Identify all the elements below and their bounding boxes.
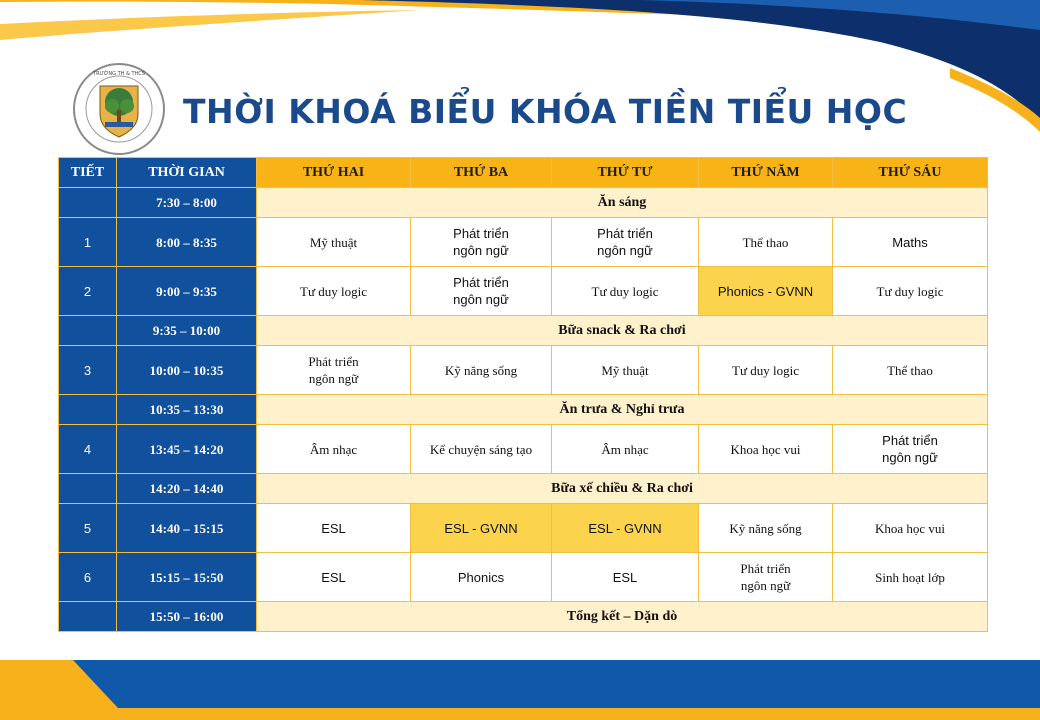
header-period: TIẾT	[59, 158, 117, 188]
lesson-cell: Phát triển ngôn ngữ	[257, 346, 411, 395]
period-cell	[59, 188, 117, 218]
lesson-cell: Phát triển ngôn ngữ	[699, 553, 833, 602]
break-row	[59, 474, 988, 504]
time-cell: 14:40 – 15:15	[117, 504, 257, 553]
lesson-row	[59, 553, 988, 602]
lesson-cell: ESL	[257, 504, 411, 553]
break-row	[59, 602, 988, 632]
lesson-cell-highlighted: ESL - GVNN	[411, 504, 552, 553]
time-cell: 14:20 – 14:40	[117, 474, 257, 504]
lesson-cell: Phát triển ngôn ngữ	[833, 425, 988, 474]
lesson-cell-highlighted: Phonics - GVNN	[699, 267, 833, 316]
timetable	[58, 157, 988, 632]
time-cell: 10:00 – 10:35	[117, 346, 257, 395]
header-thursday: THỨ NĂM	[699, 158, 833, 188]
lesson-cell: ESL	[257, 553, 411, 602]
lesson-cell: Phát triển ngôn ngữ	[411, 267, 552, 316]
school-crest-logo	[72, 62, 166, 156]
lesson-row	[59, 346, 988, 395]
time-cell: 15:50 – 16:00	[117, 602, 257, 632]
break-label: Ăn trưa & Nghỉ trưa	[257, 395, 988, 425]
lesson-cell: Kỹ năng sống	[411, 346, 552, 395]
period-cell	[59, 316, 117, 346]
lesson-row	[59, 425, 988, 474]
lesson-cell: Phonics	[411, 553, 552, 602]
lesson-cell: Kể chuyện sáng tạo	[411, 425, 552, 474]
period-cell	[59, 474, 117, 504]
lesson-cell: Thể thao	[699, 218, 833, 267]
lesson-cell: Sinh hoạt lớp	[833, 553, 988, 602]
lesson-cell: Tư duy logic	[699, 346, 833, 395]
time-cell: 10:35 – 13:30	[117, 395, 257, 425]
lesson-cell: Khoa học vui	[699, 425, 833, 474]
period-cell: 1	[59, 218, 117, 267]
lesson-cell: Mỹ thuật	[552, 346, 699, 395]
header-friday: THỨ SÁU	[833, 158, 988, 188]
time-cell: 9:00 – 9:35	[117, 267, 257, 316]
header-monday: THỨ HAI	[257, 158, 411, 188]
lesson-cell: Tư duy logic	[257, 267, 411, 316]
header-wednesday: THỨ TƯ	[552, 158, 699, 188]
break-row	[59, 188, 988, 218]
break-label: Bữa snack & Ra chơi	[257, 316, 988, 346]
time-cell: 8:00 – 8:35	[117, 218, 257, 267]
lesson-cell: Khoa học vui	[833, 504, 988, 553]
lesson-cell: Maths	[833, 218, 988, 267]
period-cell	[59, 602, 117, 632]
header-row	[59, 158, 988, 188]
period-cell: 4	[59, 425, 117, 474]
period-cell: 3	[59, 346, 117, 395]
lesson-row	[59, 218, 988, 267]
lesson-cell: ESL	[552, 553, 699, 602]
lesson-cell: Mỹ thuật	[257, 218, 411, 267]
lesson-cell: Tư duy logic	[833, 267, 988, 316]
lesson-row	[59, 504, 988, 553]
break-row	[59, 395, 988, 425]
period-cell	[59, 395, 117, 425]
header-time: THỜI GIAN	[117, 158, 257, 188]
time-cell: 7:30 – 8:00	[117, 188, 257, 218]
period-cell: 2	[59, 267, 117, 316]
header-tuesday: THỨ BA	[411, 158, 552, 188]
period-cell: 6	[59, 553, 117, 602]
lesson-cell: Âm nhạc	[552, 425, 699, 474]
svg-text:TRƯỜNG TH & THCS: TRƯỜNG TH & THCS	[93, 71, 145, 77]
lesson-cell: Kỹ năng sống	[699, 504, 833, 553]
lesson-cell: Âm nhạc	[257, 425, 411, 474]
time-cell: 15:15 – 15:50	[117, 553, 257, 602]
lesson-cell: Thể thao	[833, 346, 988, 395]
page-title: THỜI KHOÁ BIỂU KHÓA TIỀN TIỂU HỌC	[183, 92, 908, 131]
break-label: Bữa xế chiều & Ra chơi	[257, 474, 988, 504]
time-cell: 9:35 – 10:00	[117, 316, 257, 346]
lesson-row	[59, 267, 988, 316]
lesson-cell: Phát triển ngôn ngữ	[411, 218, 552, 267]
lesson-cell: Tư duy logic	[552, 267, 699, 316]
break-row	[59, 316, 988, 346]
lesson-cell: Phát triển ngôn ngữ	[552, 218, 699, 267]
break-label: Ăn sáng	[257, 188, 988, 218]
break-label: Tổng kết – Dặn dò	[257, 602, 988, 632]
lesson-cell-highlighted: ESL - GVNN	[552, 504, 699, 553]
period-cell: 5	[59, 504, 117, 553]
time-cell: 13:45 – 14:20	[117, 425, 257, 474]
